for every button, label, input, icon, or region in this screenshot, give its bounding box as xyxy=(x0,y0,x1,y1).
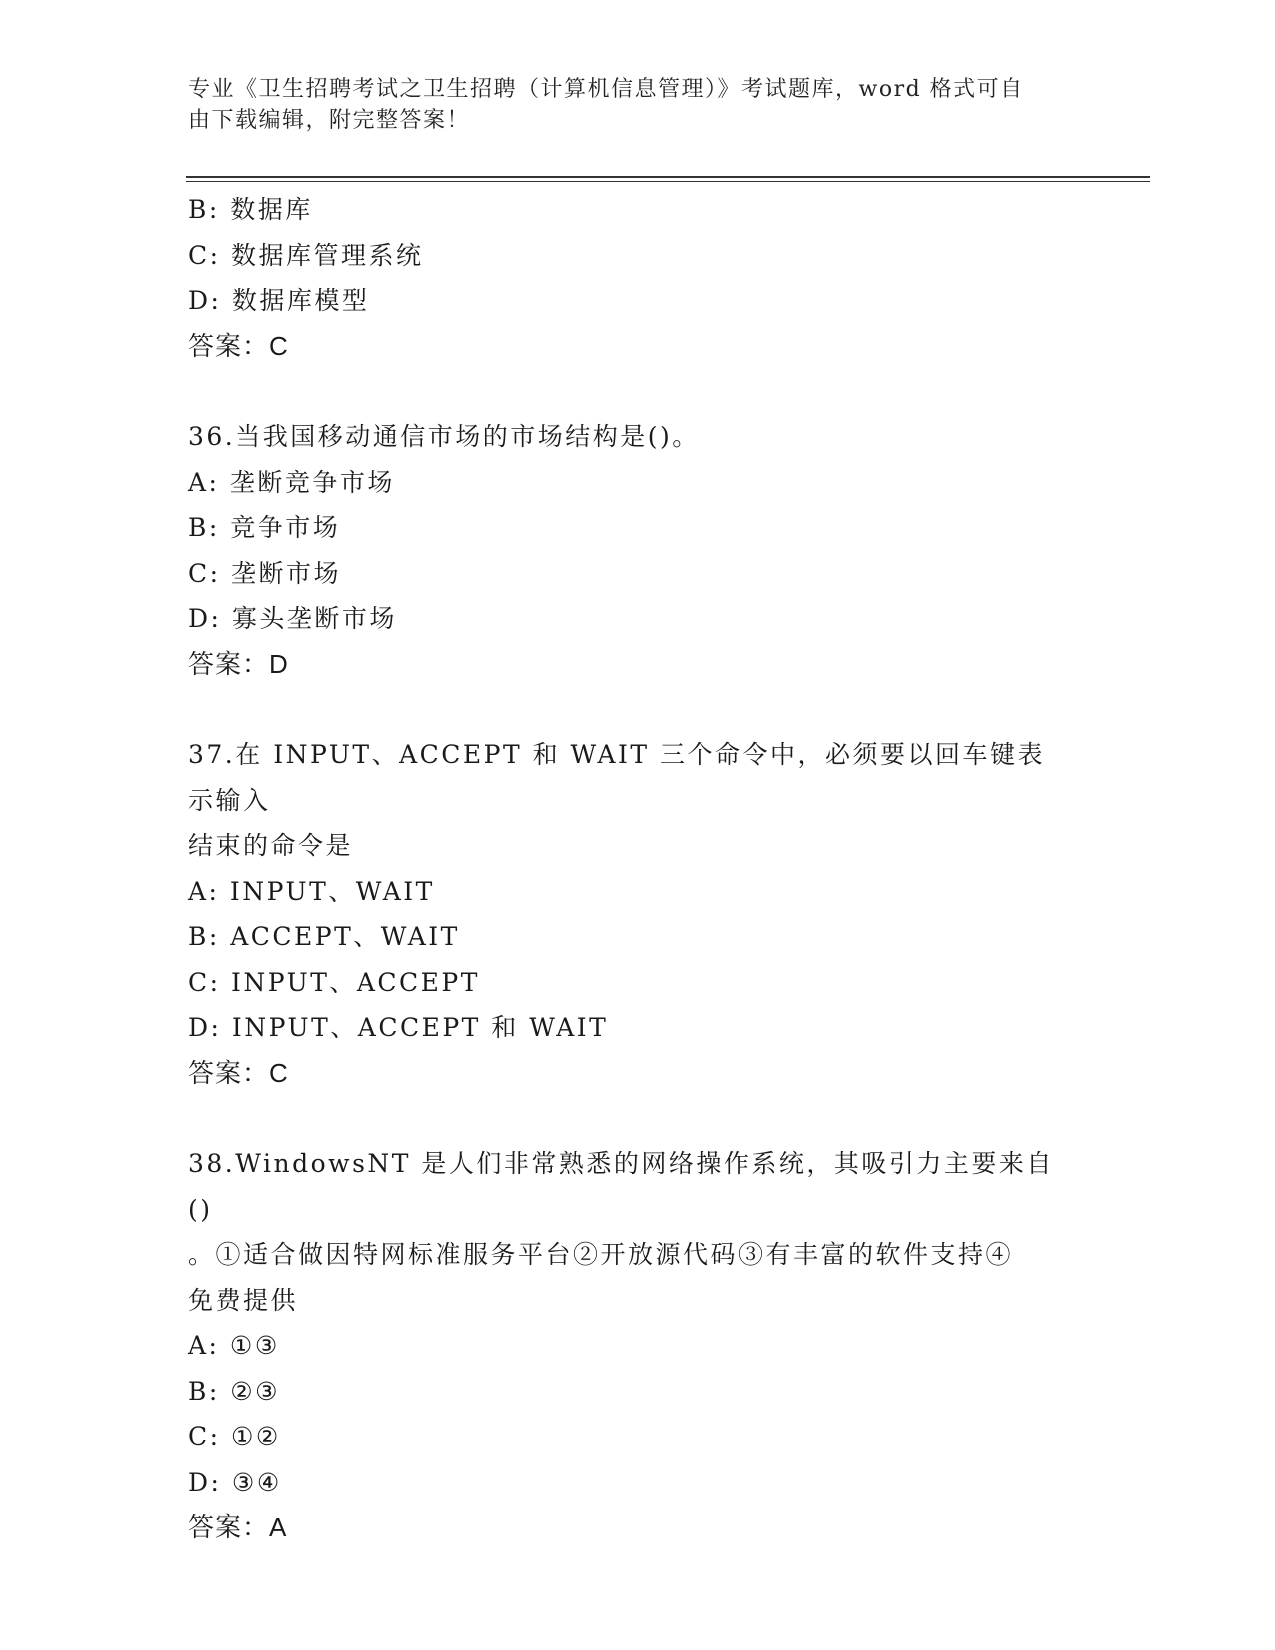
question-stem-line-1: 37.在 INPUT、ACCEPT 和 WAIT 三个命令中，必须要以回车键表示输入 xyxy=(188,740,1046,815)
document-header xyxy=(188,74,1068,136)
option-b: B: 数据库 xyxy=(188,195,313,224)
question-38 xyxy=(188,1141,1088,1551)
question-stem-line-3: 免费提供 xyxy=(188,1285,299,1315)
question-stem-line-2: 结束的命令是 xyxy=(188,831,354,860)
question-list xyxy=(188,187,1088,1551)
header-line-2: 由下载编辑，附完整答案！ xyxy=(188,108,471,133)
option-d: D: INPUT、ACCEPT 和 WAIT xyxy=(188,1013,609,1042)
question-36 xyxy=(188,414,1088,687)
option-d: D: 数据库模型 xyxy=(188,286,370,315)
option-b: B: ACCEPT、WAIT xyxy=(188,922,460,951)
question-35-continuation xyxy=(188,187,1088,369)
option-a: A: ①③ xyxy=(188,1331,280,1360)
option-c: C: ①② xyxy=(188,1422,281,1451)
header-divider-thin xyxy=(186,181,1150,182)
answer-line: 答案：C xyxy=(188,1057,289,1088)
question-37 xyxy=(188,732,1088,1096)
option-a: A: INPUT、WAIT xyxy=(188,876,435,906)
option-b: B: ②③ xyxy=(188,1376,281,1406)
option-d: D: ③④ xyxy=(188,1467,282,1497)
question-stem: 36.当我国移动通信市场的市场结构是()。 xyxy=(188,422,700,451)
option-c: C: 数据库管理系统 xyxy=(188,240,424,270)
question-stem-line-1: 38.WindowsNT 是人们非常熟悉的网络操作系统，其吸引力主要来自() xyxy=(188,1149,1054,1224)
option-a: A: 垄断竞争市场 xyxy=(188,467,395,497)
header-divider-thick xyxy=(186,176,1150,178)
spacer xyxy=(188,369,1088,414)
option-b: B: 竞争市场 xyxy=(188,513,341,542)
answer-line: 答案：C xyxy=(188,330,289,361)
header-line-1: 专业《卫生招聘考试之卫生招聘（计算机信息管理）》考试题库，word 格式可自 xyxy=(188,77,1024,102)
option-d: D: 寡头垄断市场 xyxy=(188,604,397,633)
question-stem-line-2: 。①适合做因特网标准服务平台②开放源代码③有丰富的软件支持④ xyxy=(188,1240,1014,1269)
answer-line: 答案：A xyxy=(188,1512,288,1542)
answer-line: 答案：D xyxy=(188,648,289,679)
spacer xyxy=(188,687,1088,732)
option-c: C: INPUT、ACCEPT xyxy=(188,967,480,997)
spacer xyxy=(188,1096,1088,1141)
option-c: C: 垄断市场 xyxy=(188,558,341,588)
